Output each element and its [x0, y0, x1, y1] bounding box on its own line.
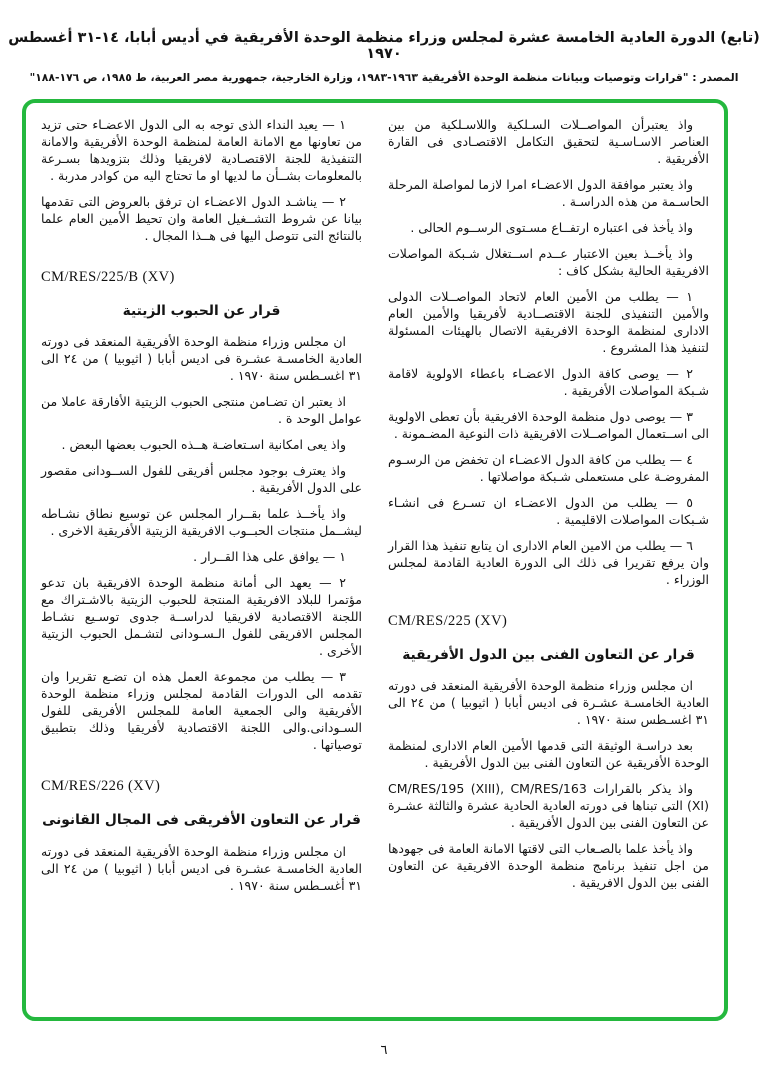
paragraph: ١ — يوافق على هذا القــرار .	[193, 549, 346, 565]
paragraph: واذ يعتبر موافقة الدول الاعضـاء امرا لازما لمواصلة المرحلة الحاسـمة من هذه الدراسـة .	[388, 177, 709, 209]
resolution-title: قرار عن الحبوب الزيتية	[122, 302, 281, 319]
paragraph: ١ — يطلب من الأمين العام لاتحاد المواصــلات الدولى والأمين التنفيذى للجنة الاقتصــادية لأفريقيا والأمين العام الادارى لمنظمة الوحدة الافريقية الاتصال بالهيئات المسئولة لتنفيذ هذا المشروع .	[388, 289, 709, 355]
document-frame	[22, 99, 728, 1021]
paragraph: ٢ — يناشـد الدول الاعضـاء ان ترفق بالعروض التى تقدمها بيانا عن شروط التشــغيل العامة وان تحيط الأمين العام علما بالنتائج التى تتوصل اليها فى هــذا المجال .	[41, 194, 362, 243]
paragraph: واذ يأخذ علما بالصـعاب التى لاقتها الامانة العامة فى جهودها من اجل تنفيذ برنامج منظمة الوحدة الافريقية عن التعاون الفنى بين الدول الافريقية .	[388, 841, 709, 891]
paragraph: واذ يعى امكانية اسـتعاضـة هــذه الحبوب بعضها البعض .	[61, 437, 346, 453]
column-right	[388, 116, 709, 1009]
paragraph: واذ يعترف بوجود مجلس أفريقى للفول الســودانى مقصور على الدول الأفريقية .	[41, 463, 362, 496]
page-number: ٦	[380, 1043, 388, 1058]
paragraph: ان مجلس وزراء منظمة الوحدة الأفريقية المنعقد فى دورته العادية الخامسـة عشـرة فى اديس أبابا ( اثيوبيا ) من ٢٤ الى ٣١ اغسـطس سنة ١٩٧٠ .	[41, 334, 362, 384]
paragraph: ان مجلس وزراء منظمة الوحدة الأفريقية المنعقد فى دورته العادية الخامسـة عشـرة فى اديس أبابا ( اثيوبيا ) من ٢٤ الى ٣١ اغسـطس سنة ١٩٧٠ .	[388, 678, 709, 728]
paragraph: واذ يعتبرأن المواصــلات السـلكية واللاسـلكية من بين العناصر الاسـاسـية لتحقيق التكامل الاقتصـادى فى القارة الأفريقية .	[388, 117, 709, 166]
paragraph: واذ يأخــذ علما بقــرار المجلس عن توسيع نطاق نشـاطه ليشــمل منتجات الحبــوب الافريقية الزيتية الأفريقية الاخرى .	[41, 506, 362, 539]
page-header	[0, 0, 768, 84]
paragraph: ٢ — يعهد الى أمانة منظمة الوحدة الافريقية بان تدعو مؤتمرا للبلاد الافريقية المنتجة للحبوب الزيتية بالاشـتراك مع اللجنة الاقتصادية لافريقيا لدراســة جدوى توسـيع نشـاط المجلس الافريقى للفول الـسـودانى لتشـمل الحبوب الزيتية الأخرى .	[41, 575, 362, 659]
resolution-code: CM/RES/225 (XV)	[388, 613, 508, 629]
paragraph: واذ يذكر بالقرارات CM/RES/195 (XIII), CM/RES/163 (XI) التى تبناها فى دورته العادية الحادية عشرة والثالثة عشـرة عن التعاون الفنى بين الدول الأفريقية .	[388, 781, 709, 831]
paragraph: ١ — يعيد النداء الذى توجه به الى الدول الاعضـاء حتى تزيد من تعاونها مع الامانة العامة لمنظمة الوحدة الأفريقية والامانة التنفيذية للجنة الاقتصـادية لافريقيا وذلك بتزويدها بسـرعة بالمعلومات بشــأن ما لديها او ما تحتاج اليه من كوادر مدربة .	[41, 117, 362, 183]
two-column-layout	[41, 116, 709, 1009]
session-title: (تابع) الدورة العادية الخامسة عشرة لمجلس وزراء منظمة الوحدة الأفريقية في أديس أبابا، ١٤-٣١ أغسطس ١٩٧٠	[8, 30, 760, 62]
resolution-code: CM/RES/226 (XV)	[41, 778, 161, 795]
paragraph: ٦ — يطلب من الامين العام الادارى ان يتابع تنفيذ هذا القرار وان يرفع تقريرا فى ذلك الى الدورة العادية القادمة لمجلس الوزراء .	[388, 538, 709, 587]
paragraph: بعد دراسـة الوثيقة التى قدمها الأمين العام الادارى لمنظمة الوحدة الأفريقية عن التعاون الفنى بين الدول الأفريقية .	[388, 738, 709, 771]
paragraph: اذ يعتبر ان تضـامن منتجى الحبوب الزيتية الأفارقة عاملا من عوامل الوحد ة .	[41, 394, 362, 427]
paragraph: ٢ — يوصى كافة الدول الاعضـاء باعطاء الاولوية لاقامة شـبكة المواصلات الأفريقية .	[388, 366, 709, 398]
source-line: المصدر : "قرارات وتوصيات وبيانات منظمة الوحدة الأفريقية ١٩٦٣-١٩٨٣، وزارة الخارجية، جمهورية مصر العربية، ط ١٩٨٥، ص ١٧٦-١٨٨"	[29, 71, 739, 84]
paragraph: ٣ — يطلب من مجموعة العمل هذه ان تضـع تقريرا وان تقدمه الى الدورات القادمة لمجلس وزراء منظمة الوحدة الأفريقية والى الجمعية العامة للمجلس الأفريقى للفول السـودانى.والى اللجنة الاقتصادية لأفريقيا وذلك بتطبيق توصياتها .	[41, 669, 362, 753]
paragraph: ٣ — يوصى دول منظمة الوحدة الافريقية بأن تعطى الاولوية الى اســتعمال المواصــلات الافريقية ذات النوعية المضـمونة .	[388, 409, 709, 441]
resolution-title: قرار عن التعاون الأفريقى فى المجال القانونى	[42, 812, 361, 829]
resolution-title: قرار عن التعاون الفنى بين الدول الأفريقية	[402, 646, 695, 663]
paragraph: ٤ — يطلب من كافة الدول الاعضـاء ان تخفض من الرسـوم المفروضـة على مستعملى شـبكة مواصلاتها .	[388, 452, 709, 484]
paragraph: ان مجلس وزراء منظمة الوحدة الأفريقية المنعقد فى دورته العادية الخامسـة عشـرة فى اديس أبابا ( اثيوبيا ) من ٢٤ الى ٣١ أغسـطس سنة ١٩٧٠ .	[41, 843, 362, 893]
paragraph: ٥ — يطلب من الدول الاعضـاء ان تسـرع فى انشـاء شـبكات المواصلات الاقليمية .	[388, 495, 709, 527]
resolution-code: CM/RES/225/B (XV)	[41, 269, 175, 285]
column-left	[41, 116, 362, 1009]
paragraph: واذ يأخذ فى اعتباره ارتفــاع مسـتوى الرســوم الحالى .	[410, 220, 693, 235]
paragraph: واذ يأخــذ بعين الاعتبار عــدم اســتغلال شـبكة المواصلات الافريقية الحالية بشكل كاف :	[388, 246, 709, 278]
